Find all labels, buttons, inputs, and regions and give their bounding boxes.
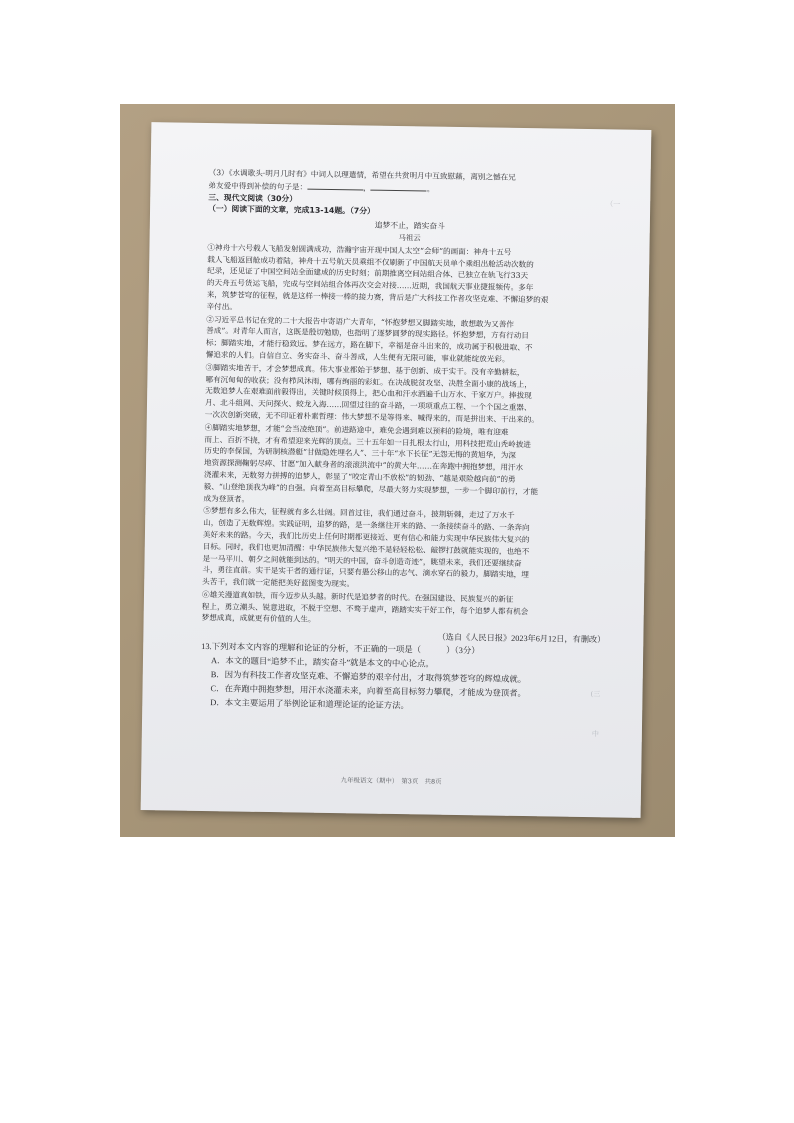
- paragraph-3: [205, 362, 610, 427]
- text-line: 目标。同时，我们也更加清醒：中华民族伟大复兴绝不是轻轻松松、敲锣打鼓就能实现的，也绝不: [202, 541, 530, 556]
- option-d[interactable]: D．本文主要运用了举例论证和道理论证的论证方法。: [210, 698, 410, 711]
- question-3-text: 弟友爱中得到补偿的句子是：: [208, 180, 308, 192]
- text-line: ③脚踏实地苦干，才会梦想成真。伟大事业都始于梦想、基于创新、成于实干。没有辛勤耕耘，: [205, 362, 525, 377]
- text-line: 月、北斗组网、天问探火、蛟龙入海……回望过往的奋斗路，一项项重点工程、一个个国之重器、: [204, 398, 532, 413]
- text-line: 载人飞船返回舱成功着陆，神舟十五号航天员乘组不仅刷新了中国航天员单个乘组出舱活动次数的: [207, 254, 534, 269]
- section-heading: 三、现代文阅读（30分）: [208, 192, 298, 204]
- text-line: 而上、百折不挠，才有希望迎来光辉的顶点。三十五年如一日扎根太行山，用科技把荒山秃岭披进: [204, 434, 532, 449]
- text-line: ⑥雄关漫道真如铁，而今迈步从头越。新时代是追梦者的时代。在强国建设、民族复兴的新征: [201, 589, 514, 604]
- bleed-through-mark: (三: [590, 690, 601, 699]
- question-3-line-2: 弟友爱中得到补偿的句子是： ， 。: [208, 180, 435, 194]
- text-line: 梦想成真，成就更有价值的人生。: [201, 613, 316, 625]
- article-title: 追梦不止，踏实奋斗: [374, 220, 445, 231]
- option-a[interactable]: A．本文的题目“追梦不止，踏实奋斗”就是本文的中心论点。: [210, 656, 434, 669]
- text-line: 标；脚踏实地，才能行稳致远。梦在远方，路在脚下，幸福是奋斗出来的，成功属于积极进取、不: [205, 338, 533, 353]
- option-b[interactable]: B．因为有科技工作者攻坚克难、不懈追梦的艰辛付出，才取得筑梦苍穹的辉煌成就。: [210, 670, 527, 685]
- paragraph-2: [206, 314, 611, 368]
- text-line: 山，创造了无数辉煌。实践证明，追梦的路，是一条继往开来的路、一条接续奋斗的路、一条奔向: [203, 518, 530, 533]
- text-line: 善成”。对青年人而言，这既是殷切勉励，也指明了逐梦圆梦的现实路径。怀抱梦想，方有行动目: [206, 326, 530, 341]
- article-author: 马祖云: [398, 232, 421, 243]
- text-line: 地资源探测鞠躬尽瘁、甘愿“加入献身者的滚滚洪流中”的黄大年……在奔跑中拥抱梦想，用汗水: [204, 458, 524, 473]
- text-line: 斗，勇往直前。实干是实干者的通行证，只要有愚公移山的志气、滴水穿石的毅力，脚踏实地，埋: [202, 565, 529, 580]
- paragraph-5: [202, 505, 607, 594]
- text-line: 一次次创新突破，无不印证着朴素哲理：伟大梦想不是等得来、喊得来的，而是拼出来、干出来的。: [204, 409, 540, 425]
- answer-blank[interactable]: [371, 181, 427, 191]
- page-content: [200, 167, 612, 716]
- text-line: ④脚踏实地梦想，才能“会当凌绝顶”。前进路途中，难免会遇到难以预料的险境，唯有迎难: [204, 422, 509, 437]
- text-line: 成为登顶者。: [203, 493, 250, 504]
- text-line: 程上，勇立潮头、锐意进取，不脱于空想、不骛于虚声，踏踏实实干好工作，每个追梦人都有机会: [201, 601, 529, 616]
- answer-blank[interactable]: [307, 180, 363, 190]
- bleed-through-mark: 中: [591, 730, 599, 739]
- option-c[interactable]: C．在奔跑中拥抱梦想，用汗水浇灌未来，向着至高目标努力攀爬，才能成为登顶者。: [210, 684, 527, 699]
- question-3-line-1: （3）《水调歌头·明月几时有》中词人以理遣情，希望在共赏明月中互致慰藉，离别之憾在兄: [208, 168, 516, 182]
- text-line: 纪录，还见证了中国空间站全面建成的历史时刻；前期推离空间站组合体、已独立在轨飞行33天: [207, 266, 529, 281]
- exam-sheet: [141, 122, 652, 818]
- text-line: 哪有沉甸甸的收获；没有栉风沐雨，哪有绚丽的彩虹。在决战脱贫攻坚、决胜全面小康的战场上，: [205, 374, 532, 389]
- paragraph-6: [202, 589, 607, 631]
- text-line: 毅、“山登绝顶我为峰”的自强。向着至高目标攀爬，尽最大努力实现梦想，一步一个脚印前行，才能: [203, 481, 539, 496]
- paragraph-4: [203, 422, 608, 511]
- bleed-through-mark: （一: [606, 200, 621, 209]
- text-line: 辛付出。: [206, 301, 237, 312]
- question-13-stem: 13.下列对本文内容的理解和论证的分析，不正确的一项是（ ）（3分）: [201, 642, 480, 656]
- text-line: 无数追梦人在艰难面前毅得出，关键时候顶得上，把心血和汗水洒遍千山万水、千家万户。捧拔现: [205, 386, 532, 401]
- text-line: 浇灌未来，无数努力拼搏的追梦人，彰显了“咬定青山不放松”的韧劲、“越是艰险越向前”的勇: [203, 469, 516, 484]
- photo-background: [120, 104, 675, 837]
- article-source: （选自《人民日报》2023年6月12日，有删改）: [437, 632, 606, 645]
- text-line: ⑤梦想有多么伟大，征程就有多么壮阔。回首过往，我们通过奋斗，披荆斩棘，走过了万水千: [203, 506, 515, 521]
- text-line: 懈追求的人们。自信自立、务实奋斗、奋斗善成，人生便有无限可能，事业就能绽放光彩。: [205, 349, 510, 364]
- part-heading: （一）阅读下面的文章，完成13-14题。（7分）: [208, 204, 375, 217]
- text-line: ②习近平总书记在党的二十大报告中寄语广大青年，“怀抱梦想又脚踏实地，敢想敢为又善作: [206, 314, 515, 329]
- paragraph-1: [206, 242, 611, 319]
- text-line: 来，筑梦苍穹的征程，就是这样一棒接一棒的接力赛，背后是广大科技工作者攻坚克难、不懈追梦的艰: [206, 289, 549, 305]
- text-line: 的天舟五号货运飞船，完成与空间站组合体再次交会对接……近期，我国航天事业捷报频传。多年: [206, 278, 534, 293]
- text-line: ①神舟十六号载人飞船发射圆满成功，浩瀚宇宙开现中国人太空“会师”的画面：神舟十五号: [207, 242, 512, 257]
- text-line: 历史的李保国，为研制核潜艇“甘做隐姓埋名人”、三十年“水下长征”无怨无悔的黄旭华，为深: [204, 446, 516, 461]
- text-line: 是一马平川、朝夕之间就能到达的。“明天的中国，奋斗创造奇迹”，眺望未来，我们还要继续奋: [202, 553, 522, 568]
- text-line: 头苦干，我们就一定能把美好蓝图变为现实。: [202, 577, 355, 589]
- page-footer: 九年级语文（期中） 第3页 共8页: [340, 776, 442, 786]
- text-line: 美好未来的路。今天，我们比历史上任何时期都更接近、更有信心和能力实现中华民族伟大复兴的: [202, 529, 530, 545]
